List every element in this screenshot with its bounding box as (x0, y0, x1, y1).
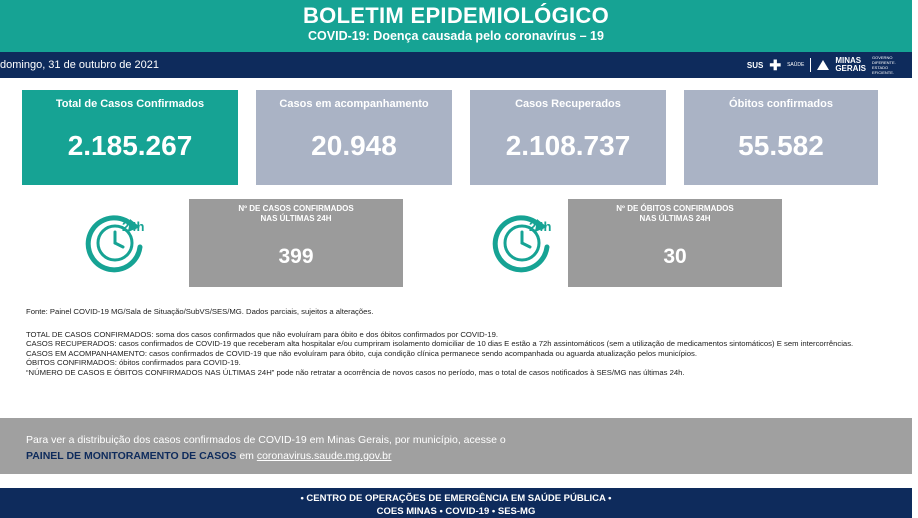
saude-label: SAÚDE (787, 62, 805, 68)
gerais-label: GERAIS (835, 64, 866, 73)
date-bar (0, 52, 912, 78)
logo-divider (810, 58, 811, 72)
panel-link-line (26, 450, 391, 462)
monitoring-panel-banner (0, 418, 912, 474)
footer-line-1: • CENTRO DE OPERAÇÕES DE EMERGÊNCIA EM SAÚDE PÚBLICA • (300, 493, 612, 504)
deaths-last-24h-label: Nº DE ÓBITOS CONFIRMADOS NAS ÚLTIMAS 24H (616, 204, 734, 223)
deaths-card (684, 90, 878, 185)
note-deaths: ÓBITOS CONFIRMADOS: óbitos confirmados para COVID-19. (26, 358, 241, 368)
total-cases-label: Total de Casos Confirmados (55, 98, 205, 110)
total-cases-value: 2.185.267 (67, 130, 193, 161)
footer (0, 488, 912, 518)
monitored-cases-label: Casos em acompanhamento (279, 98, 429, 110)
monitored-cases-card (256, 90, 452, 185)
minas-label: MINAS (835, 56, 862, 65)
note-total-cases: TOTAL DE CASOS CONFIRMADOS: soma dos casos confirmados que não evoluíram para óbito e dos óbitos confirmados por COVID-19. (26, 329, 498, 339)
minas-gerais-triangle-icon (817, 60, 829, 70)
sus-logo: SUS (746, 60, 764, 70)
cases-last-24h-value: 399 (278, 245, 314, 268)
footer-line-2: COES MINAS • COVID-19 • SES-MG (376, 506, 536, 517)
cases-last-24h-card (189, 199, 403, 287)
note-recovered: CASOS RECUPERADOS: casos confirmados de COVID-19 que receberam alta hospitalar e/ou cumpriram isolamento domiciliar de 10 dias E estão a 72h assintomáticos (sem a utilização de medicamentos sintomáticos) E sem intercorrências. (26, 339, 854, 349)
sus-cross-icon: ✚ (769, 57, 782, 73)
minas-gerais-logo (835, 57, 866, 73)
deaths-value: 55.582 (738, 130, 824, 161)
report-date: domingo, 31 de outubro de 2021 (0, 59, 160, 71)
panel-name: PAINEL DE MONITORAMENTO DE CASOS (26, 450, 237, 462)
deaths-label: Óbitos confirmados (729, 98, 833, 110)
clock-24h-label: 24h (529, 219, 552, 234)
page-subtitle: COVID-19: Doença causada pelo coronavírus – 19 (308, 29, 604, 43)
note-last-24h: “NÚMERO DE CASOS E ÓBITOS CONFIRMADOS NAS ÚLTIMAS 24H” pode não retratar a ocorrência de novos casos no período, mas o total de casos notificados à SES/MG nas últimas 24h. (26, 367, 685, 377)
monitored-cases-value: 20.948 (311, 130, 397, 161)
source-note: Fonte: Painel COVID-19 MG/Sala de Situação/SubVS/SES/MG. Dados parciais, sujeitos a alterações. (26, 307, 374, 316)
panel-em-text: em (236, 450, 257, 462)
total-cases-card (22, 90, 238, 185)
deaths-last-24h-value: 30 (663, 245, 687, 268)
panel-url-link[interactable]: coronavirus.saude.mg.gov.br (256, 450, 392, 462)
panel-intro-text: Para ver a distribuição dos casos confirmados de COVID-19 em Minas Gerais, por município, acesse o (26, 434, 506, 446)
recovered-cases-value: 2.108.737 (505, 130, 631, 161)
recovered-cases-label: Casos Recuperados (515, 98, 621, 110)
deaths-last-24h-card (568, 199, 782, 287)
government-logos (747, 56, 894, 74)
definitions-notes (26, 307, 876, 378)
clock-24h-icon (82, 205, 152, 275)
minas-gerais-slogan: GOVERNO DIFERENTE. ESTADO EFICIENTE. (872, 55, 896, 75)
note-monitored: CASOS EM ACOMPANHAMENTO: casos confirmados de COVID-19 que não evoluíram para óbito, cuja condição clínica permanece sendo acompanhada ou aguarda atualização pelos municípios. (26, 348, 698, 358)
bulletin-header (0, 0, 912, 52)
clock-24h-label: 24h (122, 219, 145, 234)
clock-24h-icon (489, 205, 559, 275)
page-title: BOLETIM EPIDEMIOLÓGICO (302, 3, 610, 28)
cases-last-24h-label: Nº DE CASOS CONFIRMADOS NAS ÚLTIMAS 24H (238, 204, 354, 223)
recovered-cases-card (470, 90, 666, 185)
